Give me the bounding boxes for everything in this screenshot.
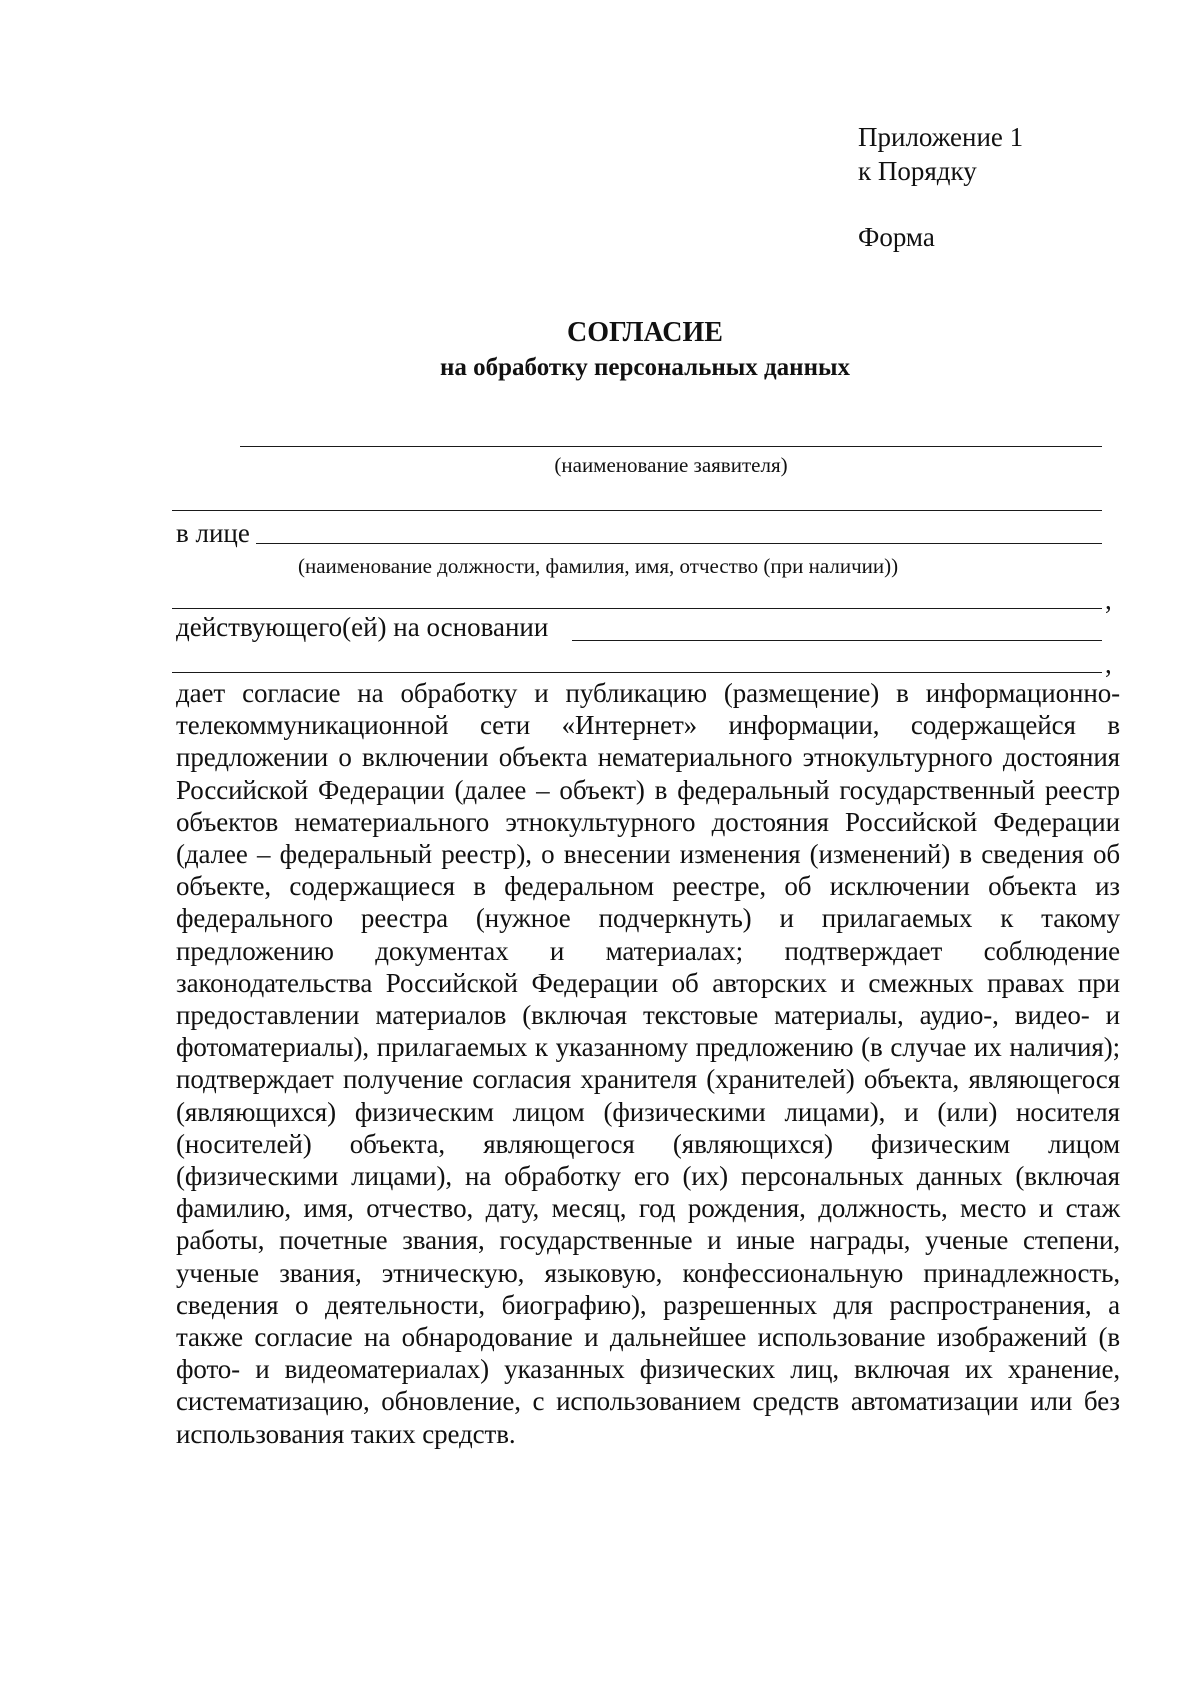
- appendix-number: Приложение 1: [858, 122, 1024, 152]
- consent-body-text: дает согласие на обработку и публикацию (размещение) в информационно-телекоммуникационной сети «Интернет» информации, содержащейся в предложении о включении объекта нематериального этнокультурного достояния Российской Федерации (далее – объект) в федеральный государственный реестр объектов нематериального этнокультурного достояния Российской Федерации (далее – федеральный реестр), о внесении изменения (изменений) в сведения об объекте, содержащиеся в федеральном реестре, об исключении объекта из федерального реестра (нужное подчеркнуть) и прилагаемых к такому предложению документах и материалах; подтверждает соблюдение законодательства Российской Федерации об авторских и смежных правах при предоставлении материалов (включая текстовые материалы, аудио-, видео- и фотоматериалы), прилагаемых к указанному предложению (в случае их наличия); подтверждает получение согласия хранителя (хранителей) объекта, являющегося (являющихся) физическим лицом (физическими лицами), и (или) носителя (носителей) объекта, являющегося (являющихся) физическим лицом (физическими лицами), на обработку его (их) персональных данных (включая фамилию, имя, отчество, дату, месяц, год рождения, должность, место и стаж работы, почетные звания, государственные и иные награды, ученые степени, ученые звания, этническую, языковую, конфессиональную принадлежность, сведения о деятельности, биографию), разрешенных для распространения, а также согласие на обнародование и дальнейшее использование изображений (в фото- и видеоматериалах) указанных физических лиц, включая их хранение, систематизацию, обновление, с использованием средств автоматизации или без использования таких средств.: [176, 678, 1120, 1449]
- document-title: СОГЛАСИЕ: [567, 317, 723, 348]
- applicant-name-line[interactable]: [240, 446, 1102, 447]
- applicant-caption: (наименование заявителя): [554, 453, 788, 477]
- represented-by-label: в лице: [176, 518, 250, 548]
- representative-line-2[interactable]: [172, 608, 1102, 609]
- document-subtitle: на обработку персональных данных: [440, 354, 850, 381]
- appendix-order-ref: к Порядку: [858, 156, 977, 186]
- representative-line[interactable]: [256, 543, 1102, 544]
- applicant-name-line-2[interactable]: [172, 510, 1102, 511]
- appendix-reference: [858, 120, 1023, 188]
- comma-2: ,: [1105, 649, 1112, 679]
- acting-basis-line[interactable]: [572, 640, 1102, 641]
- representative-caption: (наименование должности, фамилия, имя, отчество (при наличии)): [298, 554, 899, 578]
- comma-1: ,: [1105, 585, 1112, 615]
- form-label: Форма: [858, 222, 935, 252]
- acting-basis-label: действующего(ей) на основании: [176, 612, 549, 642]
- acting-basis-line-2[interactable]: [172, 672, 1102, 673]
